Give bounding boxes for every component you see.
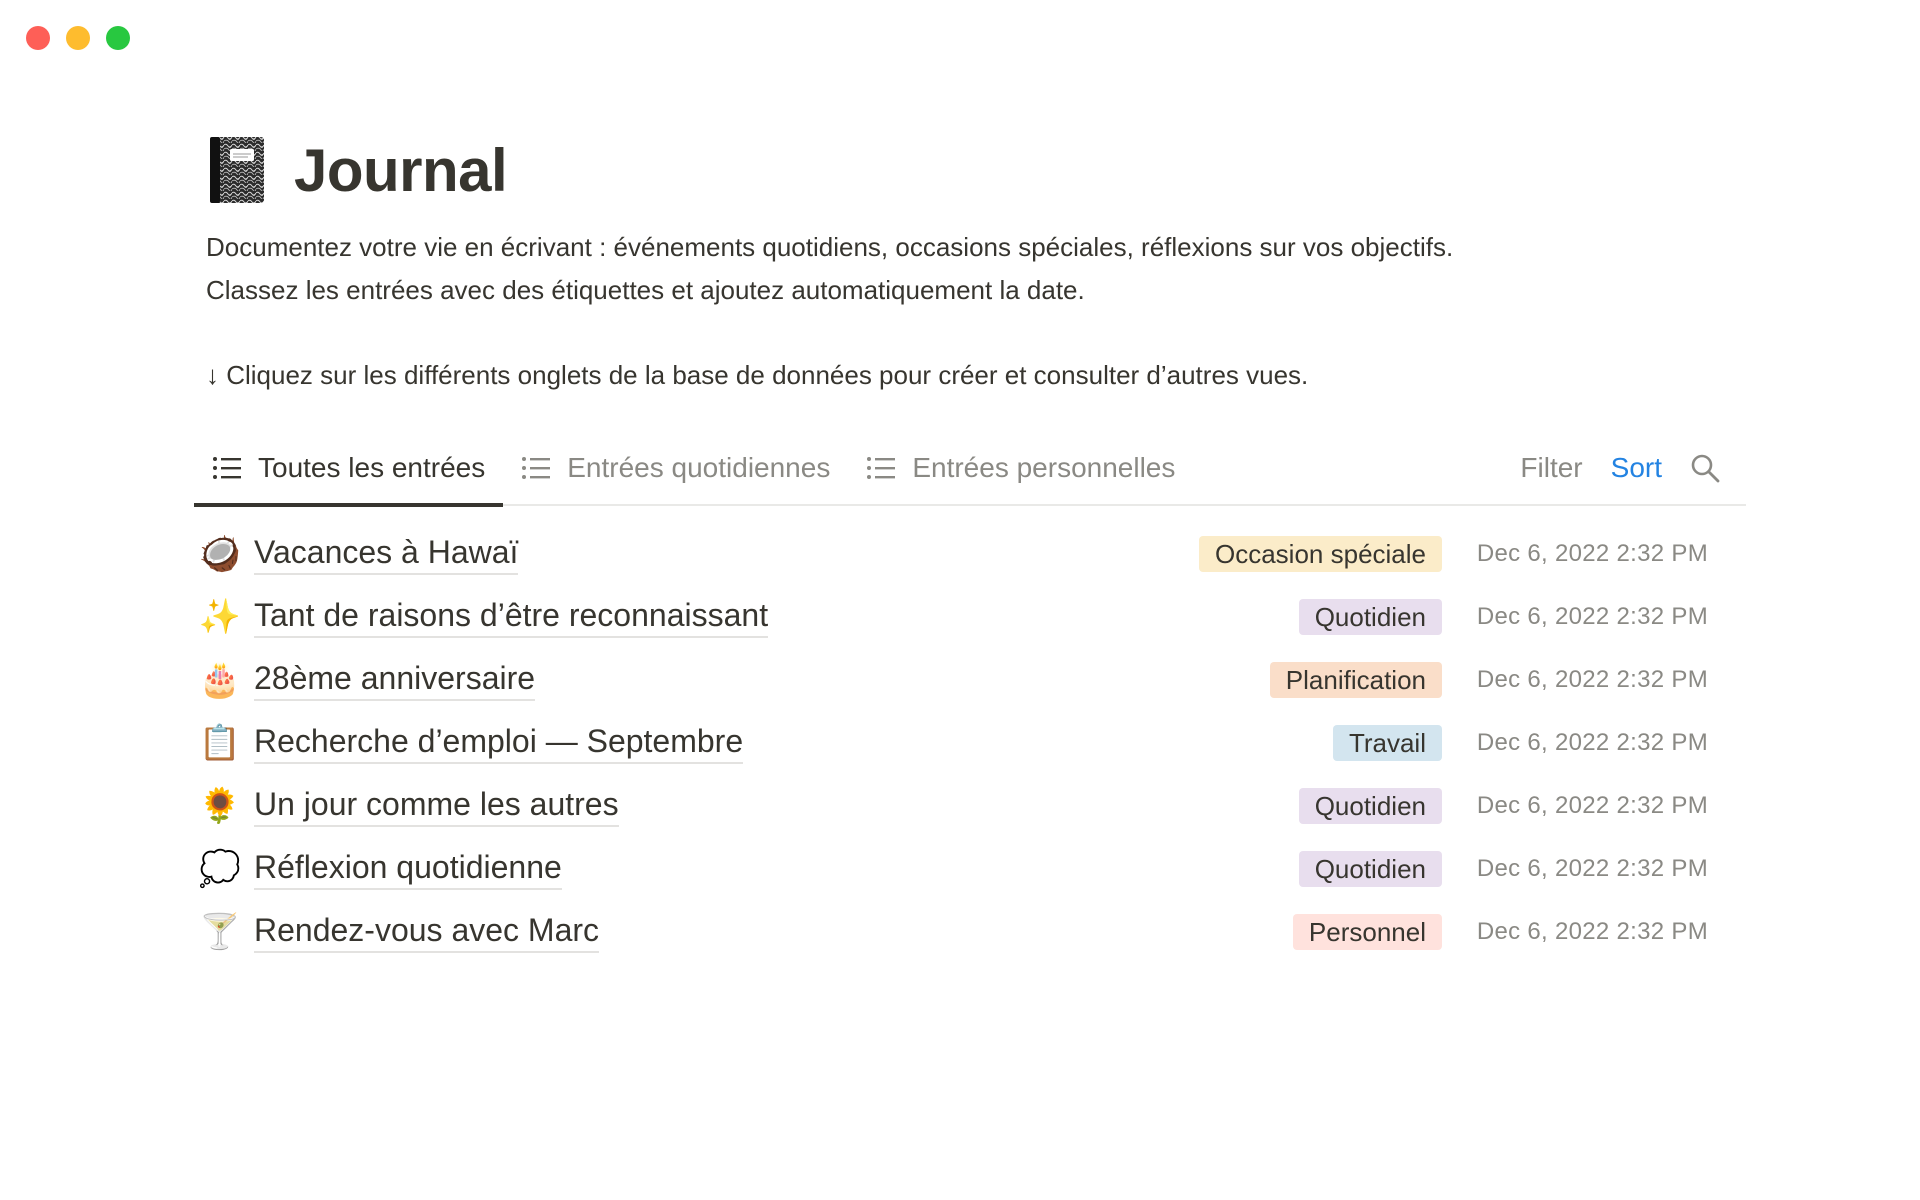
page-header — [206, 130, 1746, 210]
tab-label: Toutes les entrées — [258, 452, 486, 483]
description-line: Documentez votre vie en écrivant : événements quotidiens, occasions spéciales, réflexions sur vos objectifs. — [206, 232, 1454, 262]
entry-tag: Personnel — [1293, 914, 1442, 950]
entry-date: Dec 6, 2022 2:32 PM — [1476, 728, 1708, 756]
entry-date: Dec 6, 2022 2:32 PM — [1476, 665, 1708, 693]
entry-tag: Quotidien — [1299, 788, 1442, 824]
window-controls — [26, 26, 130, 50]
page-description — [206, 226, 1746, 312]
tab-label: Entrées quotidiennes — [567, 452, 831, 483]
entries-list — [198, 522, 1728, 963]
entry-tag: Quotidien — [1299, 599, 1442, 635]
entry-date: Dec 6, 2022 2:32 PM — [1476, 854, 1708, 882]
tab-entrees-quotidiennes[interactable] — [503, 432, 848, 504]
list-icon — [866, 456, 896, 480]
list-icon — [212, 456, 242, 480]
description-line: Classez les entrées avec des étiquettes et ajoutez automatiquement la date. — [206, 275, 1085, 305]
cocktail-icon: 🍸 — [198, 911, 242, 952]
entry-title[interactable]: 28ème anniversaire — [254, 658, 535, 701]
entry-date: Dec 6, 2022 2:32 PM — [1476, 791, 1708, 819]
close-window-button[interactable] — [26, 26, 50, 50]
entry-title[interactable]: Recherche d’emploi — Septembre — [254, 721, 743, 764]
birthday-cake-icon: 🎂 — [198, 659, 242, 700]
composition-notebook-icon[interactable] — [206, 135, 268, 205]
thought-bubble-icon: 💭 — [198, 848, 242, 889]
list-item[interactable] — [198, 837, 1728, 900]
page-title: Journal — [294, 136, 508, 204]
entry-tag: Quotidien — [1299, 851, 1442, 887]
database-view-tabs — [194, 432, 1746, 506]
list-item[interactable] — [198, 522, 1728, 585]
entry-tag: Planification — [1270, 662, 1442, 698]
list-item[interactable] — [198, 711, 1728, 774]
view-tools — [1520, 452, 1746, 484]
sort-button[interactable]: Sort — [1610, 452, 1662, 483]
entry-tag: Occasion spéciale — [1199, 536, 1442, 572]
entry-title[interactable]: Vacances à Hawaï — [254, 532, 518, 575]
list-item[interactable] — [198, 648, 1728, 711]
entry-date: Dec 6, 2022 2:32 PM — [1476, 602, 1708, 630]
page-hint: ↓ Cliquez sur les différents onglets de la base de données pour créer et consulter d’autres vues. — [206, 360, 1309, 390]
list-item[interactable] — [198, 585, 1728, 648]
search-icon[interactable] — [1690, 453, 1720, 483]
tab-entrees-personnelles[interactable] — [848, 432, 1193, 504]
page-content — [206, 130, 1746, 397]
entry-title[interactable]: Rendez-vous avec Marc — [254, 910, 599, 953]
filter-button[interactable]: Filter — [1520, 452, 1583, 483]
entry-title[interactable]: Tant de raisons d’être reconnaissant — [254, 595, 768, 638]
list-item[interactable] — [198, 774, 1728, 837]
sparkles-icon: ✨ — [198, 596, 242, 637]
tab-toutes-les-entrees[interactable] — [194, 432, 503, 504]
entry-title[interactable]: Un jour comme les autres — [254, 784, 619, 827]
entry-date: Dec 6, 2022 2:32 PM — [1476, 539, 1708, 567]
entry-tag: Travail — [1333, 725, 1442, 761]
sunflower-icon: 🌻 — [198, 785, 242, 826]
minimize-window-button[interactable] — [66, 26, 90, 50]
coconut-icon: 🥥 — [198, 533, 242, 574]
tab-label: Entrées personnelles — [912, 452, 1176, 483]
maximize-window-button[interactable] — [106, 26, 130, 50]
list-item[interactable] — [198, 900, 1728, 963]
entry-title[interactable]: Réflexion quotidienne — [254, 847, 562, 890]
clipboard-icon: 📋 — [198, 722, 242, 763]
entry-date: Dec 6, 2022 2:32 PM — [1476, 917, 1708, 945]
list-icon — [521, 456, 551, 480]
